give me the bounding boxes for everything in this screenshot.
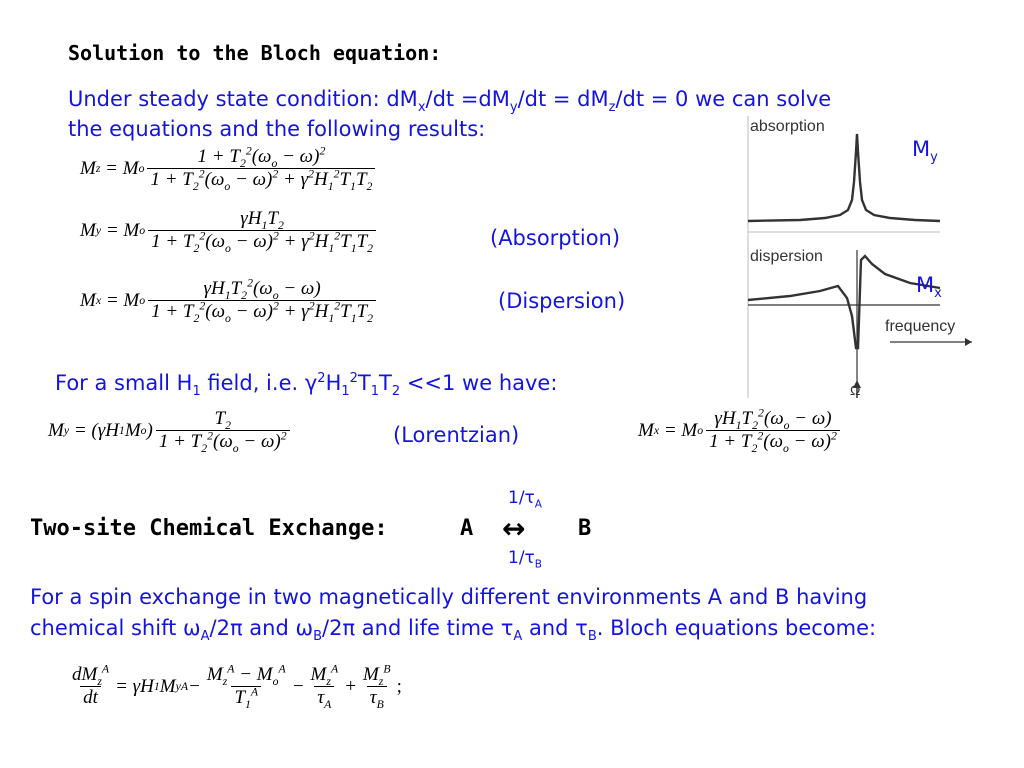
text-segment: /2 (322, 616, 343, 640)
subscript: 1 (370, 384, 380, 400)
equation-my-lorentzian: M y = (γH 1 M o ) $\frac{T_2}{1 + T_2^2(\omega_o - \omega)^2}$ (48, 408, 293, 453)
section-heading: Solution to the Bloch equation: (68, 41, 442, 65)
equation-mx: M x = M o $\frac{\gamma H_1T_2^2(\omega_o - \omega)}{1 + T_2^2(\omega_o - \omega)^2 + \gamma^2H_1^2T_1T_2}$ (80, 278, 379, 323)
absorption-graph-label: absorption (750, 118, 825, 135)
absorption-label: (Absorption) (490, 226, 621, 250)
text-segment: /2 (209, 616, 230, 640)
equation-mx-lorentzian: M x = M o $\frac{\gamma H_1T_2^2(\omega_o - \omega)}{1 + T_2^2(\omega_o - \omega)^2}$ (638, 408, 843, 453)
exchange-title: Two-site Chemical Exchange: (30, 516, 388, 541)
subscript: A (513, 629, 523, 645)
small-field-line (55, 368, 557, 398)
text-segment: . Bloch equations become: (596, 616, 877, 640)
frequency-arrow-head (965, 338, 972, 346)
pi-symbol: π (229, 616, 243, 640)
superscript: 2 (317, 371, 326, 386)
frequency-label: frequency (885, 318, 956, 335)
subscript: A (200, 629, 210, 645)
exchange-a: A (460, 516, 474, 541)
text-segment: <<1 we have: (400, 371, 558, 395)
spin-exchange-line-1: For a spin exchange in two magnetically different environments A and B having (30, 585, 868, 609)
text-segment: and life time (355, 616, 501, 640)
text-segment: /dt =dM (425, 87, 510, 111)
rate-b-label (508, 548, 543, 571)
omega-symbol: ω (183, 616, 201, 640)
pi-symbol: π (342, 616, 356, 640)
omega-symbol: ω (295, 616, 314, 640)
steady-state-line-1 (68, 84, 831, 114)
text-segment: chemical shift (30, 616, 184, 640)
text-segment: Under steady state condition: dM (68, 87, 418, 111)
subscript: y (930, 150, 938, 166)
tau-symbol: τ (524, 548, 535, 568)
dispersion-graph-label: dispersion (750, 248, 823, 265)
rate-a-label (508, 488, 543, 511)
subscript: x (934, 286, 942, 302)
text-segment: H (325, 371, 342, 395)
superscript: 2 (349, 371, 358, 386)
text-segment: M (912, 137, 931, 161)
omega-label: Ω (850, 382, 861, 398)
my-label (912, 134, 938, 164)
equation-mz: M z = M o $\frac{1 + T_2^2(\omega_o - \omega)^2}{1 + T_2^2(\omega_o - \omega)^2 + \gamma^2H_1^2T_1T_2}$ (80, 146, 378, 191)
steady-state-line-2: the equations and the following results: (68, 117, 486, 141)
text-segment: and (242, 616, 296, 640)
text-segment: /dt = dM (517, 87, 609, 111)
text-segment: T (357, 371, 371, 395)
subscript: B (587, 629, 597, 645)
exchange-b: B (578, 516, 592, 541)
text-segment: 1/ (508, 548, 525, 568)
lorentzian-label: (Lorentzian) (393, 423, 520, 447)
text-segment: /dt = 0 we can solve (615, 87, 832, 111)
text-segment: and (522, 616, 576, 640)
subscript: B (313, 629, 322, 645)
subscript: 1 (341, 384, 350, 400)
equation-bloch-exchange: $\frac{dM_z^A}{dt}$ = γH 1 M y A − $\frac{M_z^A - M_o^A}{T_1^A}$ − $\frac{M_z^A}{\tau_A}$ + $\frac{M_z^B}{\tau_B}$ ; (72, 662, 402, 711)
tau-symbol: τ (500, 616, 514, 640)
text-segment: T (379, 371, 392, 395)
subscript: y (509, 100, 518, 116)
tau-symbol: τ (524, 488, 535, 508)
text-segment: 1/ (508, 488, 525, 508)
gamma-symbol: γ (304, 371, 318, 395)
dispersion-label: (Dispersion) (498, 289, 626, 313)
text-segment: field, i.e. (200, 371, 305, 395)
subscript: x (417, 100, 426, 116)
subscript: 1 (192, 384, 201, 400)
equation-my: M y = M o $\frac{\gamma H_1T_2}{1 + T_2^2(\omega_o - \omega)^2 + \gamma^2H_1^2T_1T_2}$ (80, 208, 379, 253)
subscript: A (534, 498, 543, 511)
exchange-heading (30, 516, 388, 541)
exchange-arrow-icon: ↔ (502, 512, 526, 545)
spin-exchange-line-2 (30, 613, 876, 643)
subscript: z (608, 100, 616, 116)
subscript: 2 (391, 384, 401, 400)
tau-symbol: τ (575, 616, 588, 640)
mx-label (916, 270, 942, 300)
text-segment: For a small H (55, 371, 193, 395)
text-segment: M (916, 273, 935, 297)
subscript: B (534, 558, 543, 571)
lineshape-figure (740, 112, 980, 402)
